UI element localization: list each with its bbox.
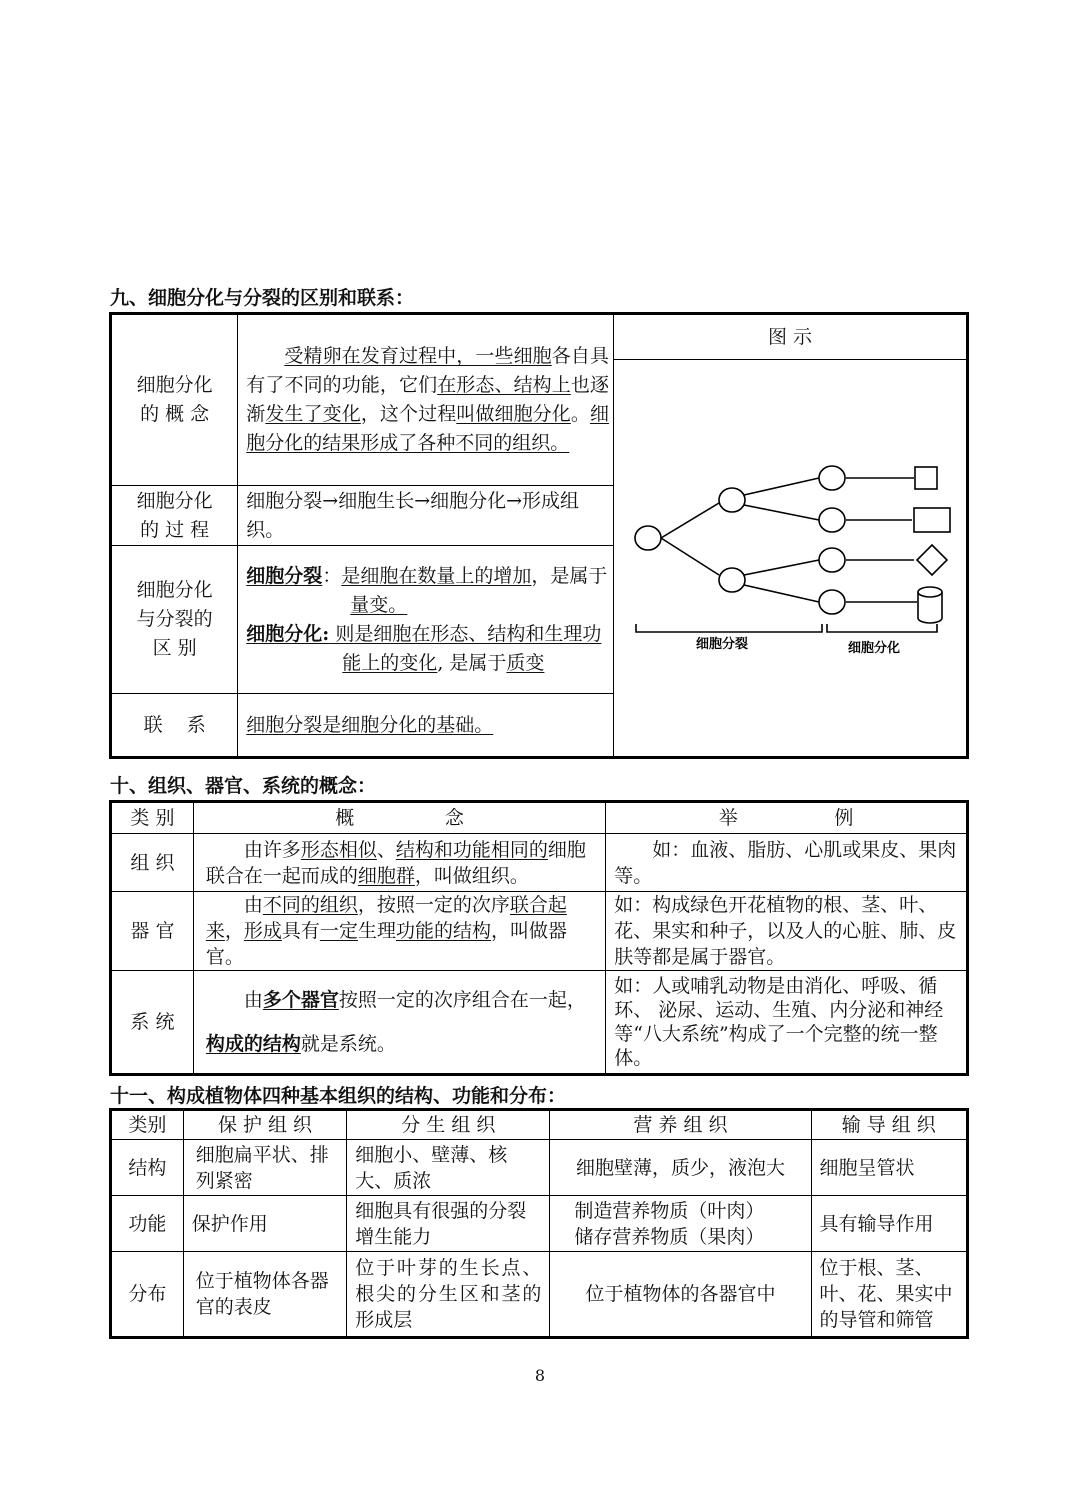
division-bracket <box>636 624 822 632</box>
row-example: 如：构成绿色开花植物的根、茎、叶、花、果实和种子，以及人的心脏、肺、皮肤等都是属于器官。 <box>606 892 968 971</box>
cell-circle <box>635 526 661 550</box>
relation-label: 联 系 <box>111 694 238 758</box>
division-definition <box>246 562 611 620</box>
cell: 位于植物体的各器官中 <box>550 1252 811 1338</box>
cell: 保护作用 <box>183 1196 346 1252</box>
cell: 细胞呈管状 <box>811 1140 968 1196</box>
header-concept: 概 念 <box>193 802 605 834</box>
differentiation-desc: , 是属于 <box>437 651 507 674</box>
concept-part: ，叫做组织。 <box>414 864 529 887</box>
diagram-line <box>661 538 719 575</box>
differentiation-label: 细胞分化 <box>847 641 900 656</box>
cell: 位于植物体各器官的表皮 <box>183 1252 346 1338</box>
section10-table <box>109 800 969 1076</box>
differentiation-term: 细胞分化: <box>246 622 330 645</box>
row-name: 分布 <box>111 1252 184 1338</box>
cell: 细胞壁薄，质少，液泡大 <box>550 1140 811 1196</box>
division-desc: ： <box>322 564 342 587</box>
cell-circle <box>819 508 845 532</box>
cell-circle <box>719 568 745 592</box>
row-example <box>606 834 968 892</box>
diagram-line <box>661 503 719 538</box>
concept-part: 具有 <box>281 920 320 942</box>
cell: 位于根、茎、叶、花、果实中的导管和筛管 <box>811 1252 968 1338</box>
concept-part: 也逐渐 <box>246 374 609 425</box>
concept-part: 叫做细胞分化 <box>456 403 571 425</box>
concept-label-line2: 的 概 念 <box>140 403 210 425</box>
example-text: 如：血液、脂肪、心肌或果皮、果肉等。 <box>614 838 957 887</box>
concept-part: ，这个过程 <box>360 403 457 425</box>
cell-circle <box>719 488 745 512</box>
division-desc: 量变。 <box>350 593 408 616</box>
difference-label-line3: 区 别 <box>152 637 197 659</box>
section9-table <box>109 312 969 759</box>
header-category: 类别 <box>111 1110 184 1140</box>
differentiation-bracket <box>827 624 937 632</box>
differentiation-desc: 则是细胞在形态、结构和生理功能上的变化 <box>329 622 602 674</box>
table-row <box>111 892 968 971</box>
concept-part: 由 <box>243 894 263 916</box>
concept-part: 各自具有了不同的功能，它们 <box>246 345 609 396</box>
concept-part: ，叫做器官。 <box>205 920 567 968</box>
concept-part: 按照一定的次序组合在一起， <box>338 989 586 1011</box>
header-protective: 保 护 组 织 <box>183 1110 346 1140</box>
concept-label-line1: 细胞分化 <box>136 374 213 396</box>
row-name: 系 统 <box>111 971 194 1075</box>
cell: 细胞小、壁薄、核大、质浓 <box>347 1140 550 1196</box>
concept-part: 在形态、结构上 <box>437 374 571 396</box>
difference-label-line1: 细胞分化 <box>136 579 213 601</box>
concept-part: 联合起来 <box>205 894 567 942</box>
cell: 制造营养物质（叶肉）储存营养物质（果肉） <box>550 1196 811 1252</box>
page-number: 8 <box>534 1366 546 1385</box>
cell: 细胞具有很强的分裂增生能力 <box>347 1196 550 1252</box>
header-conductive: 输 导 组 织 <box>811 1110 968 1140</box>
division-desc: ，是属于 <box>531 564 608 587</box>
tissue-diamond <box>917 545 947 575</box>
diagram-header: 图 示 <box>614 315 966 360</box>
table-row <box>111 834 968 892</box>
cell: 位于叶芽的生长点、根尖的分生区和茎的形成层 <box>347 1252 550 1338</box>
concept-part: 由许多 <box>243 838 301 861</box>
relation-text <box>238 694 614 758</box>
concept-part: 发生了变化 <box>265 403 361 425</box>
header-meristematic: 分 生 组 织 <box>347 1110 550 1140</box>
concept-part: 构成的结构 <box>205 1033 301 1055</box>
cell-circle <box>819 590 845 614</box>
differentiation-definition <box>246 620 611 678</box>
cell-circle <box>819 466 845 490</box>
header-nutritive: 营 养 组 织 <box>550 1110 811 1140</box>
concept-part: 不同的组织 <box>262 894 358 916</box>
process-label-line2: 的 过 程 <box>140 518 210 541</box>
section11-table <box>109 1108 969 1339</box>
process-label <box>111 486 238 546</box>
row-concept <box>193 892 605 971</box>
cell: 细胞扁平状、排列紧密 <box>183 1140 346 1196</box>
difference-text <box>238 546 614 694</box>
row-name: 结构 <box>111 1140 184 1196</box>
process-text: 细胞分裂→细胞生长→细胞分化→形成组织。 <box>238 486 614 546</box>
concept-part: 由 <box>243 989 263 1011</box>
diagram-line <box>744 585 819 602</box>
concept-part: 。 <box>570 403 590 425</box>
division-label: 细胞分裂 <box>695 637 748 652</box>
difference-label <box>111 546 238 694</box>
relation-text-content: 细胞分裂是细胞分化的基础。 <box>246 713 494 736</box>
diagram-line <box>744 478 819 495</box>
concept-part: 生理 <box>357 920 396 942</box>
row-concept <box>193 834 605 892</box>
concept-part: 受精卵在发育过程中，一些细胞 <box>284 345 552 367</box>
section11-title: 十一、构成植物体四种基本组织的结构、功能和分布： <box>110 1085 567 1107</box>
tissue-cylinder-top <box>918 587 942 597</box>
concept-part: 细胞群 <box>357 864 415 887</box>
diagram-line <box>744 505 819 520</box>
cell-circle <box>819 548 845 572</box>
section9-title: 九、细胞分化与分裂的区别和联系： <box>110 287 415 309</box>
differentiation-desc: 质变 <box>506 651 545 674</box>
table-row <box>111 1252 968 1338</box>
concept-part: 功能的结构 <box>395 920 491 942</box>
diagram-cell <box>613 314 967 758</box>
division-term: 细胞分裂 <box>246 564 323 587</box>
tissue-square <box>915 467 937 489</box>
concept-part: 细胞联合在一起而成的 <box>205 838 586 887</box>
header-example: 举 例 <box>606 802 968 834</box>
process-label-line1: 细胞分化 <box>136 489 213 512</box>
header-category: 类 别 <box>111 802 194 834</box>
table-row <box>111 971 968 1075</box>
row-name: 功能 <box>111 1196 184 1252</box>
diagram-line <box>744 560 819 575</box>
concept-part: 形成 <box>243 920 282 942</box>
row-name: 组 织 <box>111 834 194 892</box>
table-row <box>111 1196 968 1252</box>
concept-text <box>238 314 614 486</box>
concept-part: 一定 <box>319 920 358 942</box>
cell-division-diagram <box>614 360 966 756</box>
section10-title: 十、组织、器官、系统的概念： <box>110 775 377 797</box>
row-example: 如：人或哺乳动物是由消化、呼吸、循环、 泌尿、运动、生殖、内分泌和神经等“八大系统”构成了一个完整的统一整体。 <box>606 971 968 1075</box>
concept-part: ， <box>224 920 244 942</box>
concept-part: 、 <box>376 838 396 861</box>
row-concept <box>193 971 605 1075</box>
concept-part: 就是系统。 <box>300 1033 396 1055</box>
concept-part: 多个器官 <box>262 989 339 1011</box>
concept-part: ，按照一定的次序 <box>357 894 510 916</box>
concept-part: 细胞分化的结果形成了各种不同的组织。 <box>246 403 609 454</box>
difference-label-line2: 与分裂的 <box>136 608 213 630</box>
concept-part: 形态相似 <box>300 838 377 861</box>
table-row <box>111 1140 968 1196</box>
division-desc: 是细胞在数量上的增加 <box>341 564 532 587</box>
cell: 具有输导作用 <box>811 1196 968 1252</box>
concept-part: 结构和功能相同的 <box>395 838 548 861</box>
row-name: 器 官 <box>111 892 194 971</box>
tissue-rectangle <box>914 508 950 532</box>
concept-label <box>111 314 238 486</box>
